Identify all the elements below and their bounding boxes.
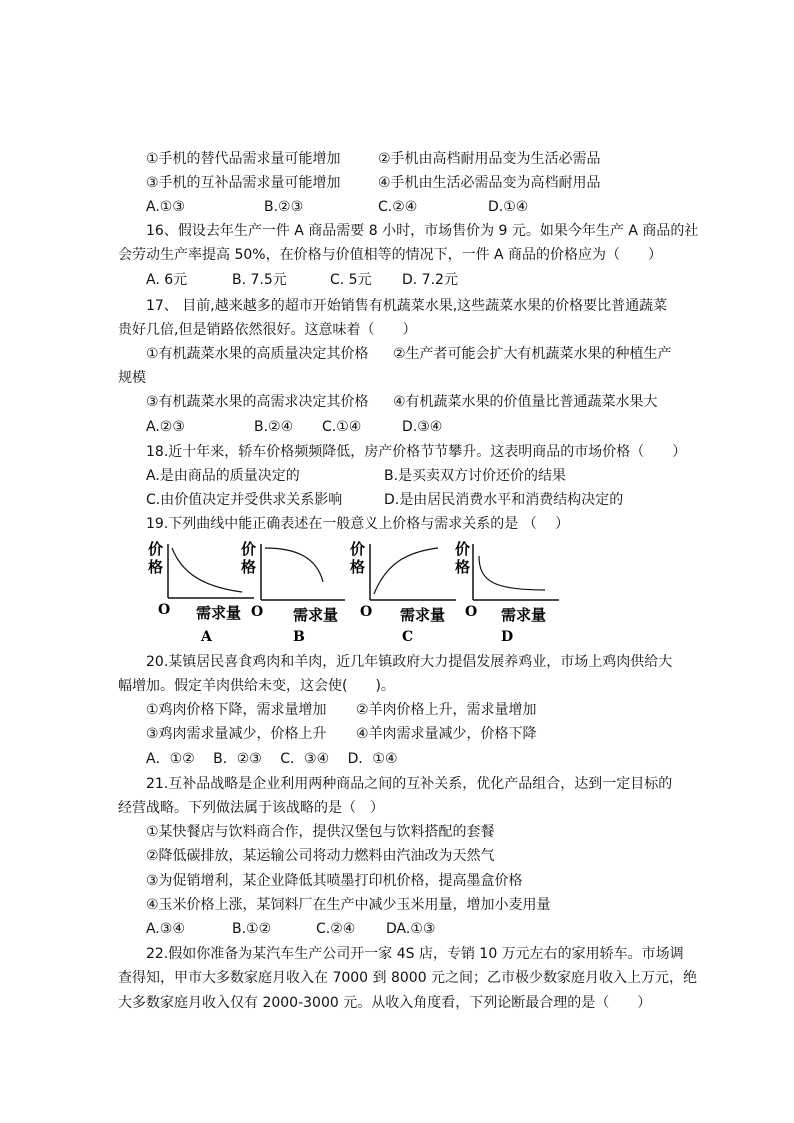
graph-c-origin: O xyxy=(360,604,373,620)
q15-answer-b: B.②③ xyxy=(264,199,304,215)
q15-answer-a: A.①③ xyxy=(146,199,185,215)
graph-d-origin: O xyxy=(465,604,478,620)
q20-stem-line-2: 幅增加。假定羊肉供给未变，这会使( )。 xyxy=(118,678,395,694)
graph-a-origin: O xyxy=(158,602,171,618)
q15-answer-c: C.②④ xyxy=(378,199,418,215)
q20-answers: A．①② B．②③ C．③④ D．①④ xyxy=(146,751,398,767)
q21-stem-line-1: 21.互补品战略是企业利用两种商品之间的互补关系，优化产品组合，达到一定目标的 xyxy=(146,776,673,792)
graph-d-xlabel: 需求量 xyxy=(501,606,547,624)
q16-answer-a: A. 6元 xyxy=(146,272,188,288)
graph-b-ylabel-1: 价 xyxy=(241,540,257,558)
q21-answer-d: DA.①③ xyxy=(386,921,436,937)
q17-answer-d: D.③④ xyxy=(402,419,443,435)
demand-graph-c xyxy=(346,538,456,646)
q20-option-2: ②羊肉价格上升，需求量增加 xyxy=(356,702,537,718)
q17-answer-a: A.②③ xyxy=(146,419,185,435)
q16-answer-d: D. 7.2元 xyxy=(402,272,458,288)
q21-option-2: ②降低碳排放，某运输公司将动力燃料由汽油改为天然气 xyxy=(146,848,495,864)
q17-stem-line-2: 贵好几倍,但是销路依然很好。这意味着（ ） xyxy=(118,322,417,338)
graph-a-letter: A xyxy=(201,629,212,645)
q20-option-4: ④羊肉需求量减少，价格下降 xyxy=(356,726,537,742)
graph-c-ylabel-2: 格 xyxy=(350,558,366,576)
q17-option-1: ①有机蔬菜水果的高质量决定其价格 xyxy=(146,346,369,362)
q22-stem-line-2: 查得知，甲市大多数家庭月收入在 7000 到 8000 元之间；乙市极少数家庭月收入上万元，绝 xyxy=(118,970,698,986)
graph-d-ylabel-2: 格 xyxy=(455,558,471,576)
q22-stem-line-1: 22.假如你准备为某汽车生产公司开一家 4S 店，专销 10 万元左右的家用轿车。市场调 xyxy=(146,946,684,962)
q17-option-2: ②生产者可能会扩大有机蔬菜水果的种植生产 xyxy=(393,346,672,362)
q20-option-3: ③鸡肉需求量减少，价格上升 xyxy=(146,726,327,742)
demand-graph-d xyxy=(455,538,565,646)
graph-d-letter: D xyxy=(501,629,514,645)
q21-stem-line-2: 经营战略。下列做法属于该战略的是（ ） xyxy=(118,800,384,816)
q18-answer-b: B.是买卖双方讨价还价的结果 xyxy=(384,468,567,484)
q17-answer-b: B.②④ xyxy=(254,419,294,435)
q21-answer-b: B.①② xyxy=(232,921,272,937)
graph-c-xlabel: 需求量 xyxy=(400,606,446,624)
q15-option-1: ①手机的替代品需求量可能增加 xyxy=(146,151,341,167)
q15-option-2: ②手机由高档耐用品变为生活必需品 xyxy=(378,151,601,167)
q18-answer-d: D.是由居民消费水平和消费结构决定的 xyxy=(384,492,624,508)
q21-option-4: ④玉米价格上涨，某饲料厂在生产中减少玉米用量，增加小麦用量 xyxy=(146,897,551,913)
q17-option-2-continued: 规模 xyxy=(118,370,146,386)
q20-option-1: ①鸡肉价格下降，需求量增加 xyxy=(146,702,327,718)
q22-stem-line-3: 大多数家庭月收入仅有 2000-3000 元。从收入角度看，下列论断最合理的是（ ） xyxy=(118,995,652,1011)
graph-a-ylabel-2: 格 xyxy=(148,558,164,576)
q17-option-3: ③有机蔬菜水果的高需求决定其价格 xyxy=(146,394,369,410)
q20-stem-line-1: 20.某镇居民喜食鸡肉和羊肉，近几年镇政府大力提倡发展养鸡业，市场上鸡肉供给大 xyxy=(146,654,673,670)
graph-a-xlabel: 需求量 xyxy=(196,604,242,622)
q17-answer-c: C.①④ xyxy=(322,419,362,435)
q21-option-3: ③为促销增利，某企业降低其喷墨打印机价格，提高墨盒价格 xyxy=(146,873,523,889)
graph-b-curve xyxy=(265,548,323,582)
q16-stem-line-1: 16、假设去年生产一件 A 商品需要 8 小时，市场售价为 9 元。如果今年生产 A 商品的社 xyxy=(146,223,699,239)
q21-answer-c: C.②④ xyxy=(316,921,356,937)
q18-stem: 18.近十年来，轿车价格频频降低，房产价格节节攀升。这表明商品的市场价格（ ） xyxy=(146,444,687,460)
graph-a-curve xyxy=(172,548,242,592)
q17-stem-line-1: 17、 目前,越来越多的超市开始销售有机蔬菜水果,这些蔬菜水果的价格要比普通蔬菜 xyxy=(146,298,668,314)
graph-a-ylabel-1: 价 xyxy=(148,540,164,558)
q15-answer-d: D.①④ xyxy=(488,199,529,215)
q16-answer-b: B. 7.5元 xyxy=(232,272,287,288)
q19-stem: 19.下列曲线中能正确表述在一般意义上价格与需求关系的是 （ ） xyxy=(146,516,570,532)
q17-option-4: ④有机蔬菜水果的价值量比普通蔬菜水果大 xyxy=(393,394,658,410)
q15-option-3: ③手机的互补品需求量可能增加 xyxy=(146,175,341,191)
graph-b-xlabel: 需求量 xyxy=(293,606,339,624)
q15-option-4: ④手机由生活必需品变为高档耐用品 xyxy=(378,175,601,191)
graph-d-curve xyxy=(479,556,545,590)
q21-answer-a: A.③④ xyxy=(146,921,185,937)
graph-b-ylabel-2: 格 xyxy=(241,558,257,576)
graph-c-letter: C xyxy=(402,629,414,645)
q16-stem-line-2: 会劳动生产率提高 50%，在价格与价值相等的情况下，一件 A 商品的价格应为（ ） xyxy=(118,247,663,263)
graph-d-ylabel-1: 价 xyxy=(455,540,471,558)
q21-option-1: ①某快餐店与饮料商合作，提供汉堡包与饮料搭配的套餐 xyxy=(146,824,495,840)
graph-c-ylabel-1: 价 xyxy=(350,540,366,558)
graph-c-curve xyxy=(374,548,438,594)
q16-answer-c: C. 5元 xyxy=(330,272,372,288)
graph-b-letter: B xyxy=(293,629,305,645)
demand-graph-b xyxy=(237,538,347,646)
q18-answer-c: C.由价值决定并受供求关系影响 xyxy=(146,492,343,508)
q18-answer-a: A.是由商品的质量决定的 xyxy=(146,468,300,484)
graph-b-origin: O xyxy=(251,604,264,620)
